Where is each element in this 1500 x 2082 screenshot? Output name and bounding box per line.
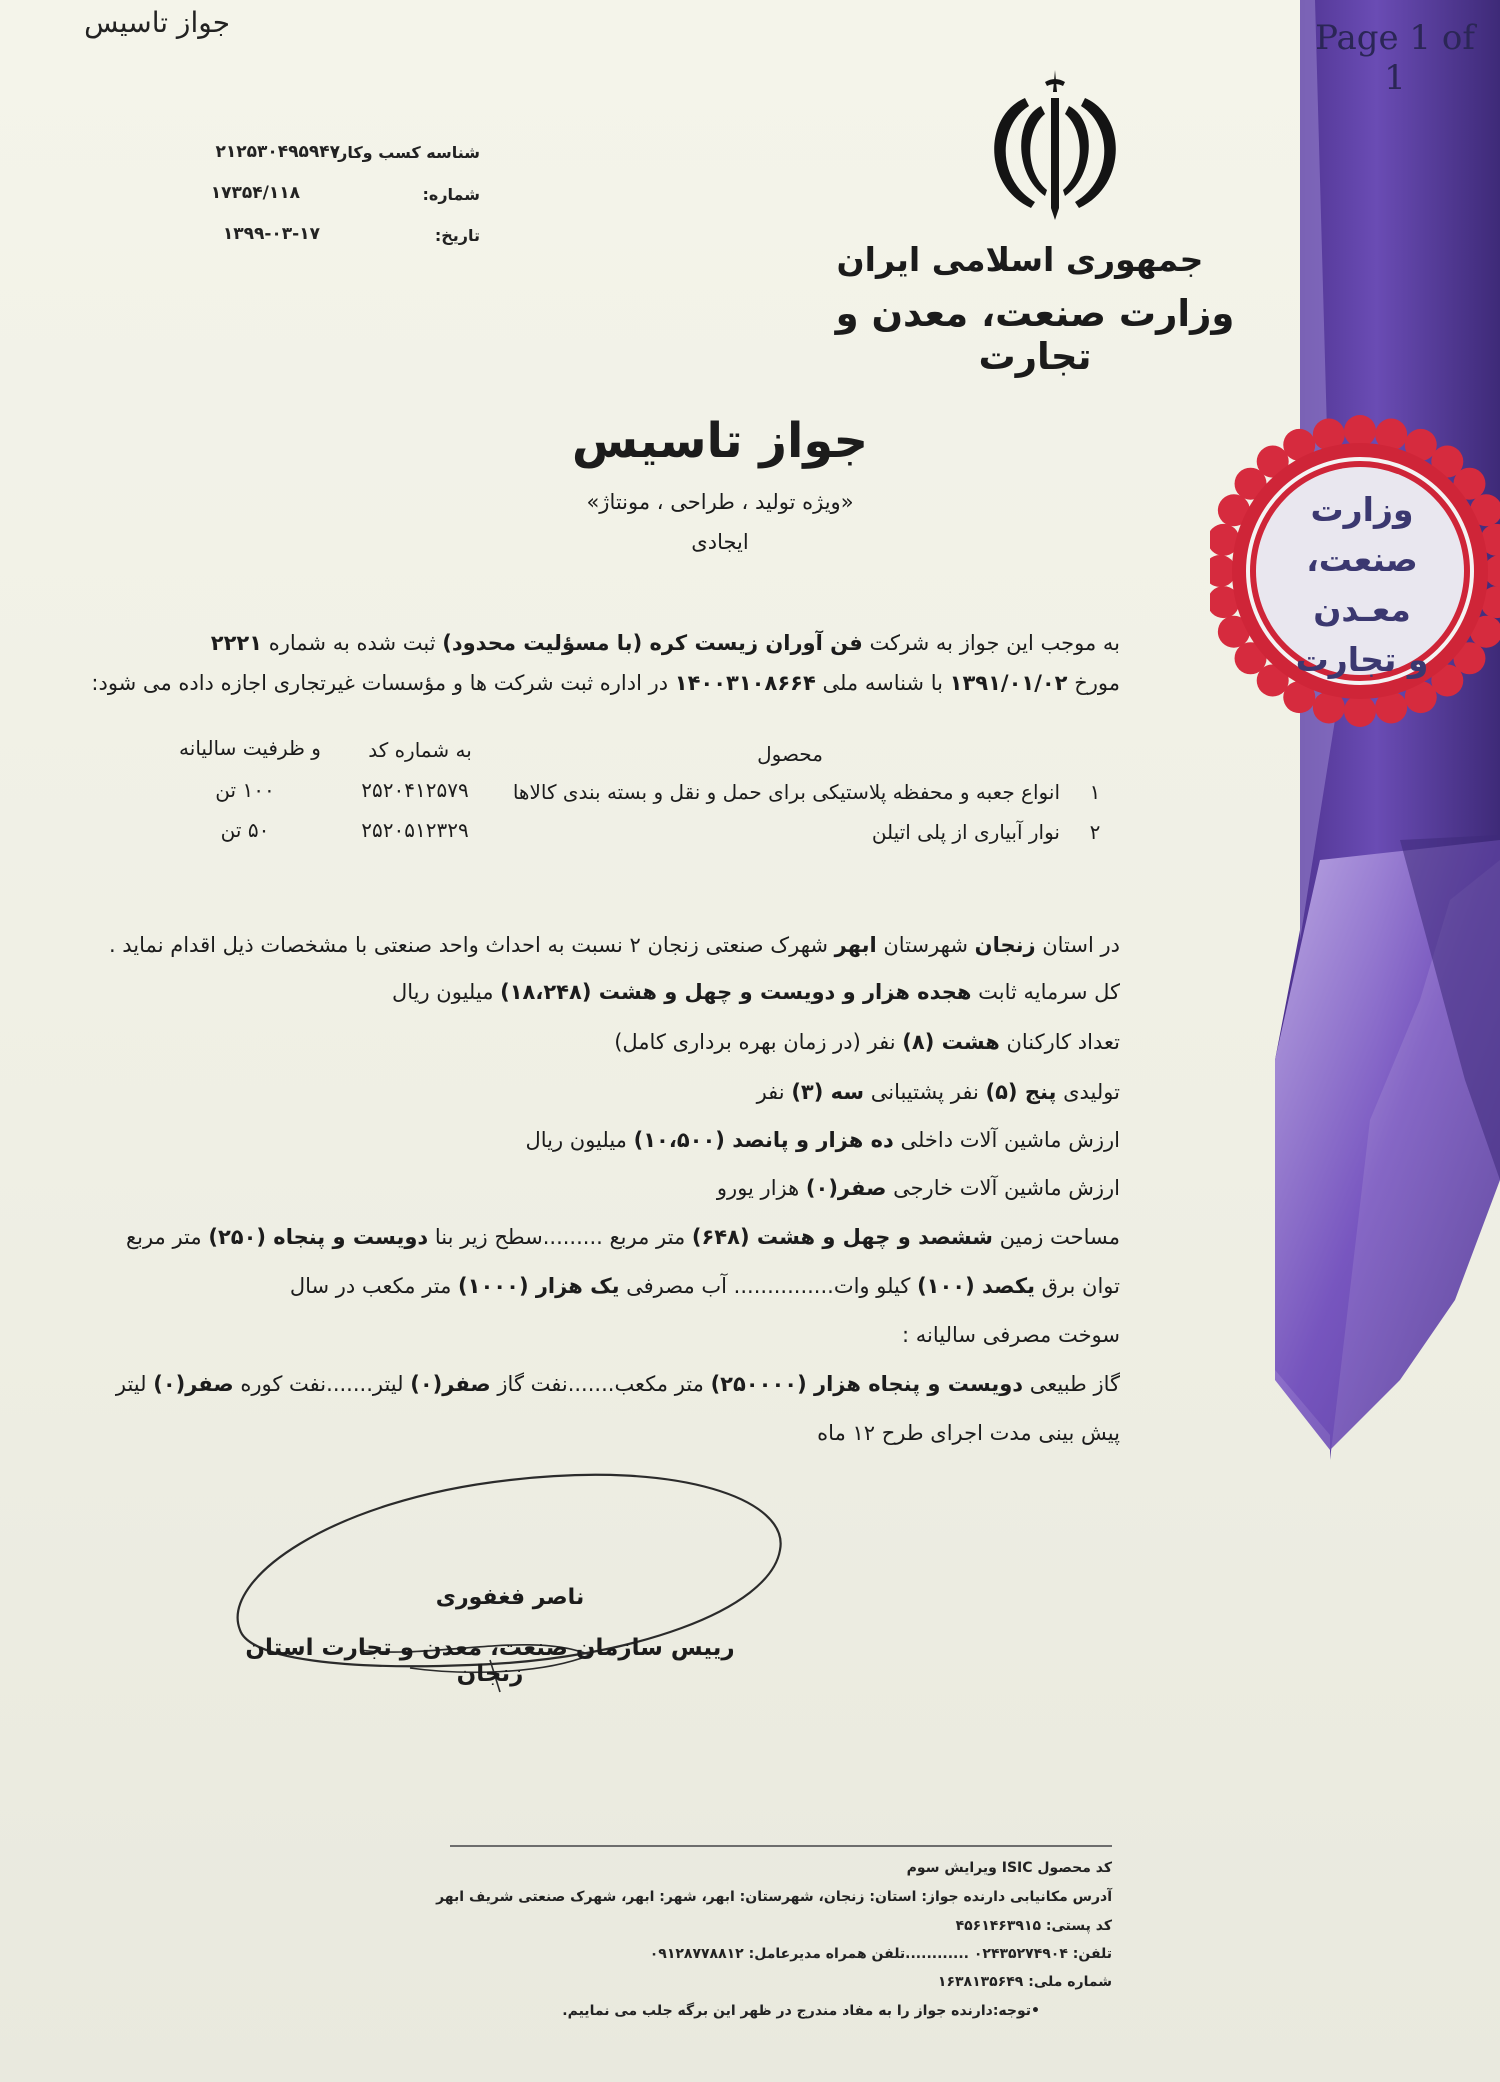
row-code: ۲۵۲۰۴۱۲۵۷۹ (361, 778, 469, 802)
row-index: ۲ (1089, 820, 1101, 844)
intro-line-1: به موجب این جواز به شرکت فن آوران زیست کره (با مسؤلیت محدود) ثبت شده به شماره ۲۲۲۱ (210, 631, 1120, 655)
document-title: جواز تاسیس (571, 413, 869, 469)
seal-line-1: وزارت (1310, 490, 1414, 529)
seal-edge-bump (1344, 415, 1376, 447)
production-staff-line: تولیدی پنج (۵) نفر پشتیبانی سه (۳) نفر (756, 1080, 1120, 1104)
foreign-machinery-line: ارزش ماشین آلات خارجی صفر(۰) هزار یورو (716, 1176, 1120, 1200)
signer-name: ناصر فغفوری (435, 1585, 585, 1610)
company-name: فن آوران زیست کره (با مسؤلیت محدود) (442, 631, 863, 655)
document-subtitle: «ویژه تولید ، طراحی ، مونتاژ» (586, 490, 854, 514)
duration-line: پیش بینی مدت اجرای طرح ۱۲ ماه (817, 1421, 1120, 1445)
land-line: مساحت زمین ششصد و چهل و هشت (۶۴۸) متر مربع .........سطح زیر بنا دویست و پنجاه (۲۵۰) متر مربع (125, 1225, 1120, 1249)
page-number: Page 1 of 1 (1315, 18, 1475, 98)
seal-text (1262, 485, 1462, 685)
registration-number: ۲۲۲۱ (210, 631, 263, 655)
national-id: ۱۴۰۰۳۱۰۸۶۶۴ (674, 671, 816, 695)
header-code: به شماره کد (368, 738, 472, 762)
tab-title: جواز تاسیس (84, 6, 230, 39)
footer-postal: کد پستی: ۴۵۶۱۴۶۳۹۱۵ (955, 1918, 1112, 1934)
header-capacity: و ظرفیت سالیانه (179, 736, 321, 760)
staff-line: تعداد کارکنان هشت (۸) نفر (در زمان بهره برداری کامل) (614, 1030, 1120, 1054)
row-product: انواع جعبه و محفظه پلاستیکی برای حمل و نقل و بسته بندی کالاها (512, 780, 1060, 804)
gas-line: گاز طبیعی دویست و پنجاه هزار (۲۵۰۰۰۰) متر مکعب.......نفت گاز صفر(۰) لیتر.......نفت کوره صفر(۰) لیتر (115, 1372, 1120, 1396)
footer-address: آدرس مکانیابی دارنده جواز: استان: زنجان، شهرستان: ابهر، شهر: ابهر، شهرک صنعتی شریف ابهر (436, 1889, 1112, 1905)
signer-title: رییس سازمان صنعت، معدن و تجارت استان زنجان (245, 1635, 735, 1687)
footer-national-id: شماره ملی: ۱۶۳۸۱۳۵۶۴۹ (937, 1974, 1112, 1990)
row-capacity: ۵۰ تن (220, 818, 270, 842)
domestic-machinery-line: ارزش ماشین آلات داخلی ده هزار و پانصد (۱۰،۵۰۰) میلیون ریال (525, 1128, 1120, 1152)
ministry-name: وزارت صنعت، معدن و تجارت (835, 292, 1235, 378)
number-label: شماره: (422, 185, 480, 204)
date-label: تاریخ: (434, 226, 480, 245)
business-id-value: ۲۱۲۵۳۰۴۹۵۹۴۷ (215, 142, 340, 162)
capital-line: کل سرمایه ثابت هجده هزار و دویست و چهل و هشت (۱۸،۲۴۸) میلیون ریال (391, 980, 1120, 1004)
iran-emblem-icon (975, 68, 1135, 228)
footer-divider (450, 1845, 1112, 1847)
row-code: ۲۵۲۰۵۱۲۳۲۹ (361, 818, 469, 842)
date-value: ۱۳۹۹-۰۳-۱۷ (222, 224, 320, 244)
intro-line-2: مورخ ۱۳۹۱/۰۱/۰۲ با شناسه ملی ۱۴۰۰۳۱۰۸۶۶۴ در اداره ثبت شرکت ها و مؤسسات غیرتجاری اجازه داده می شود: (91, 671, 1120, 695)
row-capacity: ۱۰۰ تن (215, 778, 275, 802)
seal-line-2: صنعت، معـدن (1306, 540, 1418, 629)
footer-note: •توجه:دارنده جواز را به مفاد مندرج در ظهر این برگه جلب می نماییم. (562, 2003, 1040, 2019)
row-index: ۱ (1089, 780, 1101, 804)
seal-line-3: و تجارت (1295, 640, 1429, 679)
footer-phone: تلفن: ۰۲۴۳۵۲۷۴۹۰۴ ............تلفن همراه مدیرعامل: ۰۹۱۲۸۷۷۸۸۱۲ (649, 1946, 1112, 1962)
footer-isic: کد محصول ISIC ویرایش سوم (906, 1860, 1112, 1876)
registration-date: ۱۳۹۱/۰۱/۰۲ (949, 671, 1068, 695)
seal-edge-bump (1344, 695, 1376, 727)
document-page: جواز تاسیس Page 1 of 1 شناسه کسب وکار: ۲۱۲۵۳۰۴۹۵۹۴۷ شماره: ۱۷۳۵۴/۱۱۸ تاریخ: ۱۳۹۹-۰۳-۱۷ جمهوری اسلامی ایران وزارت صنعت، معدن و تجارت وزارت صنعت، معـدن و تجارت جواز تاسیس «ویژه تولید ، طراحی ، مونتاژ» ایجادی به موجب این جواز به شرکت فن آوران زیست کره (با مسؤلیت محدود) ثبت شده به شماره ۲۲۲۱ مورخ ۱۳۹۱/۰۱/۰۲ با شناسه ملی ۱۴۰۰۳۱۰۸۶۶۴ در اداره ثبت شرکت ها و مؤسسات غیرتجاری اجازه داده می شود: محصول به شماره کد و ظرفیت سالیانه ۱ انواع جعبه و محفظه پلاستیکی برای حمل و نقل و بسته بندی کالاها ۲۵۲۰۴۱۲۵۷۹ ۱۰۰ تن ۲ نوار آبیاری از پلی اتیلن ۲۵۲۰۵۱۲۳۲۹ ۵۰ تن در استان زنجان شهرستان ابهر شهرک صنعتی زنجان ۲ نسبت به احداث واحد صنعتی با مشخصات ذیل اقدام نماید . کل سرمایه ثابت هجده هزار و دویست و چهل و هشت (۱۸،۲۴۸) میلیون ریال تعداد کارکنان هشت (۸) نفر (در زمان بهره برداری کامل) تولیدی پنج (۵) نفر پشتیبانی سه (۳) نفر ارزش ماشین آلات داخلی ده هزار و پانصد (۱۰،۵۰۰) میلیون ریال ارزش ماشین آلات خارجی صفر(۰) هزار یورو مساحت زمین ششصد و چهل و هشت (۶۴۸) متر مربع .........سطح زیر بنا دویست و پنجاه (۲۵۰) متر مربع توان برق یکصد (۱۰۰) کیلو وات............... آب مصرفی یک هزار (۱۰۰۰) متر مکعب در سال سوخت مصرفی سالیانه : گاز طبیعی دویست و پنجاه هزار (۲۵۰۰۰۰) متر مکعب.......نفت گاز صفر(۰) لیتر.......نفت کوره صفر(۰) لیتر پیش بینی مدت اجرای طرح ۱۲ ماه ناصر فغفوری رییس سازمان صنعت، معدن و تجارت استان زنجان کد محصول ISIC ویرایش سوم آدرس مکانیابی دارنده جواز: استان: زنجان، شهرستان: ابهر، شهر: ابهر، شهرک صنعتی شریف ابهر کد پستی: ۴۵۶۱۴۶۳۹۱۵ تلفن: ۰۲۴۳۵۲۷۴۹۰۴ ............تلفن همراه مدیرعامل: ۰۹۱۲۸۷۷۸۸۱۲ شماره ملی: ۱۶۳۸۱۳۵۶۴۹ •توجه:دارنده جواز را به مفاد مندرج در ظهر این برگه جلب می نماییم. (0, 0, 1500, 2082)
document-type: ایجادی (691, 530, 749, 554)
power-line: توان برق یکصد (۱۰۰) کیلو وات............... آب مصرفی یک هزار (۱۰۰۰) متر مکعب در سال (289, 1274, 1120, 1298)
business-id-label: شناسه کسب وکار: (331, 143, 480, 162)
republic-name: جمهوری اسلامی ایران (836, 240, 1204, 279)
header-product: محصول (757, 742, 823, 766)
location-line: در استان زنجان شهرستان ابهر شهرک صنعتی زنجان ۲ نسبت به احداث واحد صنعتی با مشخصات ذیل اقدام نماید . (108, 933, 1120, 957)
fuel-title: سوخت مصرفی سالیانه : (902, 1323, 1120, 1347)
number-value: ۱۷۳۵۴/۱۱۸ (210, 183, 300, 203)
